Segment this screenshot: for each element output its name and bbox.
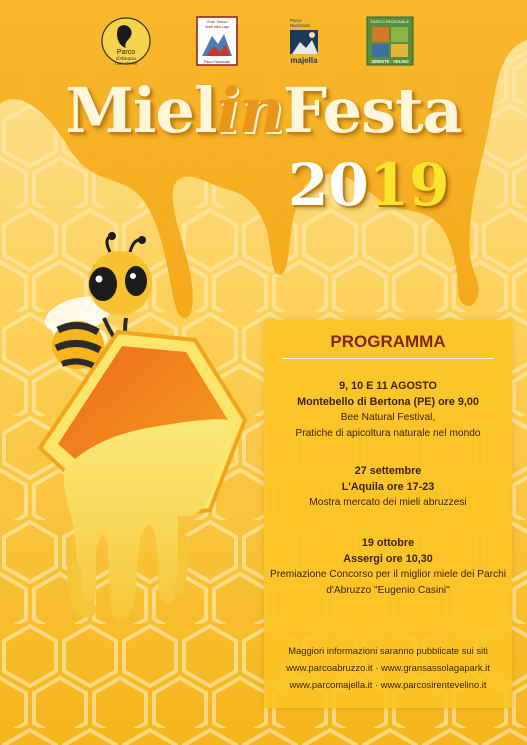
logo-text-1: Gran Sasso <box>206 19 228 24</box>
programma-heading: PROGRAMMA <box>330 332 446 351</box>
title-part-in: in <box>216 74 284 147</box>
logo-text-1: Parco <box>290 18 302 23</box>
year-part-2: 19 <box>368 151 450 219</box>
event-3 <box>264 535 512 599</box>
title-part-festa: Festa <box>283 74 462 147</box>
programma-panel <box>264 320 512 708</box>
event-1-desc-2: Pratiche di apicoltura naturale nel mondo <box>295 428 481 439</box>
logo-text-1: Parco <box>116 49 136 56</box>
logo-text-2: Nazionale <box>290 23 311 28</box>
sirente-velino-logo <box>366 16 414 66</box>
event-3-desc-2: d'Abruzzo "Eugenio Casini" <box>326 585 450 596</box>
event-1 <box>264 378 512 442</box>
logo-text-3: Parco Nazionale <box>203 60 231 64</box>
event-2-place: L'Aquila ore 17-23 <box>341 481 435 493</box>
footer-info: Maggiori informazioni saranno pubblicate sui siti <box>288 645 488 656</box>
footer-sites-1[interactable]: www.parcoabruzzo.it · www.gransassolagapark.it <box>286 662 490 673</box>
year-part-1: 20 <box>288 151 369 219</box>
gran-sasso-logo <box>196 16 238 66</box>
event-2-date: 27 settembre <box>354 465 422 477</box>
event-1-place: Montebello di Bertona (PE) ore 9,00 <box>297 396 479 408</box>
heading-divider <box>282 358 494 359</box>
logo-text-1: PARCO REGIONALE <box>370 19 410 24</box>
logo-text-2: SIRENTE · VELINO <box>371 59 409 64</box>
parco-abruzzo-logo <box>100 16 152 66</box>
event-1-desc-1: Bee Natural Festival, <box>340 412 436 423</box>
event-2-desc-1: Mostra mercato dei mieli abruzzesi <box>309 497 467 508</box>
logo-text-2: Monti della Laga <box>204 25 230 29</box>
event-2 <box>264 463 512 511</box>
event-3-place: Assergi ore 10,30 <box>343 553 433 565</box>
event-title <box>0 74 527 147</box>
majella-logo <box>288 16 322 66</box>
event-1-date: 9, 10 E 11 AGOSTO <box>339 380 437 392</box>
logo-text-2: d'Abruzzo <box>116 56 136 61</box>
logo-text-3: majella <box>290 56 318 65</box>
programma-footer <box>264 642 512 693</box>
event-3-desc-1: Premiazione Concorso per il miglior miele dei Parchi <box>269 569 507 580</box>
event-3-date: 19 ottobre <box>361 537 415 549</box>
footer-sites-2[interactable]: www.parcomajella.it · www.parcosirentevelino.it <box>289 679 487 690</box>
title-part-miel: Miel <box>65 74 217 147</box>
logo-text-3: Lazio e Molise <box>114 61 138 66</box>
event-year <box>288 151 478 219</box>
